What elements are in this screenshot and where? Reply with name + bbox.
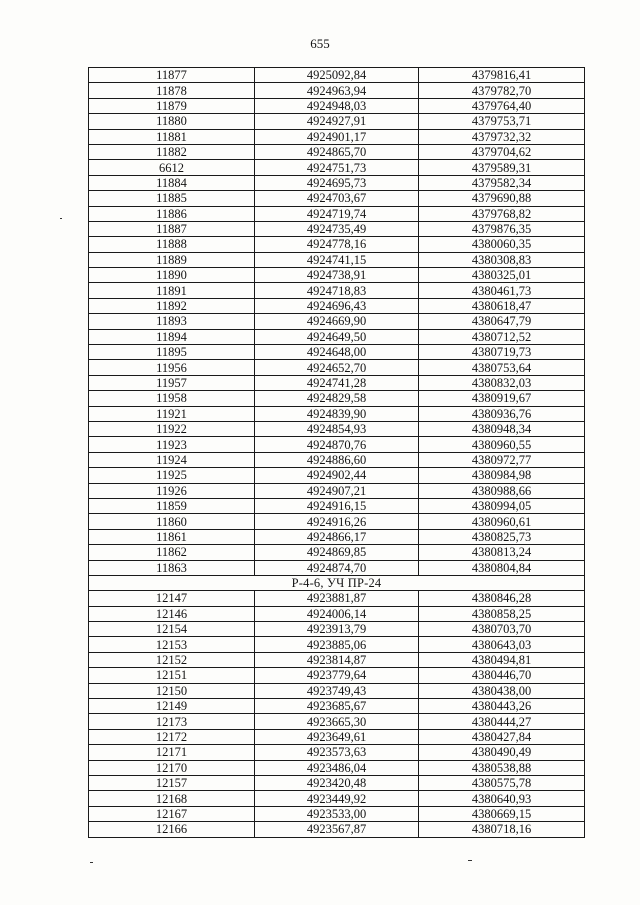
table-row	[89, 191, 585, 206]
point-number-cell: 12166	[89, 822, 255, 837]
table-row	[89, 98, 585, 113]
y-coordinate-cell: 4380325,01	[419, 268, 585, 283]
y-coordinate-cell: 4380703,70	[419, 622, 585, 637]
point-number-cell: 12171	[89, 745, 255, 760]
point-number-cell: 11880	[89, 114, 255, 129]
table-row	[89, 421, 585, 436]
table-row	[89, 83, 585, 98]
table-row	[89, 483, 585, 498]
table-row	[89, 699, 585, 714]
point-number-cell: 12168	[89, 791, 255, 806]
table-row	[89, 452, 585, 467]
x-coordinate-cell: 4923814,87	[255, 652, 419, 667]
point-number-cell: 11958	[89, 391, 255, 406]
point-number-cell: 6612	[89, 160, 255, 175]
table-row	[89, 252, 585, 267]
x-coordinate-cell: 4924719,74	[255, 206, 419, 221]
y-coordinate-cell: 4380461,73	[419, 283, 585, 298]
point-number-cell: 12150	[89, 683, 255, 698]
table-row	[89, 391, 585, 406]
x-coordinate-cell: 4923486,04	[255, 760, 419, 775]
point-number-cell: 12146	[89, 606, 255, 621]
table-row	[89, 114, 585, 129]
table-row	[89, 760, 585, 775]
x-coordinate-cell: 4924735,49	[255, 221, 419, 236]
y-coordinate-cell: 4380647,79	[419, 314, 585, 329]
x-coordinate-cell: 4923913,79	[255, 622, 419, 637]
y-coordinate-cell: 4380804,84	[419, 560, 585, 575]
x-coordinate-cell: 4924865,70	[255, 144, 419, 159]
table-row	[89, 775, 585, 790]
y-coordinate-cell: 4380575,78	[419, 775, 585, 790]
x-coordinate-cell: 4923449,92	[255, 791, 419, 806]
point-number-cell: 12154	[89, 622, 255, 637]
table-row	[89, 283, 585, 298]
table-row	[89, 498, 585, 513]
section-header-row	[89, 575, 585, 590]
point-number-cell: 11879	[89, 98, 255, 113]
x-coordinate-cell: 4924874,70	[255, 560, 419, 575]
point-number-cell: 12172	[89, 729, 255, 744]
x-coordinate-cell: 4924866,17	[255, 529, 419, 544]
x-coordinate-cell: 4924902,44	[255, 468, 419, 483]
table-row	[89, 129, 585, 144]
table-row	[89, 652, 585, 667]
y-coordinate-cell: 4379782,70	[419, 83, 585, 98]
y-coordinate-cell: 4380919,67	[419, 391, 585, 406]
y-coordinate-cell: 4380490,49	[419, 745, 585, 760]
y-coordinate-cell: 4379582,34	[419, 175, 585, 190]
table-row	[89, 591, 585, 606]
table-row	[89, 360, 585, 375]
point-number-cell: 12147	[89, 591, 255, 606]
point-number-cell: 11925	[89, 468, 255, 483]
y-coordinate-cell: 4380060,35	[419, 237, 585, 252]
x-coordinate-cell: 4924901,17	[255, 129, 419, 144]
x-coordinate-cell: 4924839,90	[255, 406, 419, 421]
x-coordinate-cell: 4924869,85	[255, 545, 419, 560]
table-row	[89, 237, 585, 252]
point-number-cell: 11892	[89, 298, 255, 313]
table-row	[89, 529, 585, 544]
table-row	[89, 298, 585, 313]
x-coordinate-cell: 4923685,67	[255, 699, 419, 714]
point-number-cell: 11881	[89, 129, 255, 144]
y-coordinate-cell: 4379690,88	[419, 191, 585, 206]
y-coordinate-cell: 4380960,55	[419, 437, 585, 452]
y-coordinate-cell: 4379768,82	[419, 206, 585, 221]
table-row	[89, 468, 585, 483]
table-row	[89, 437, 585, 452]
y-coordinate-cell: 4379816,41	[419, 68, 585, 83]
y-coordinate-cell: 4380858,25	[419, 606, 585, 621]
x-coordinate-cell: 4923573,63	[255, 745, 419, 760]
x-coordinate-cell: 4924649,50	[255, 329, 419, 344]
y-coordinate-cell: 4380813,24	[419, 545, 585, 560]
y-coordinate-cell: 4380427,84	[419, 729, 585, 744]
x-coordinate-cell: 4924718,83	[255, 283, 419, 298]
x-coordinate-cell: 4924703,67	[255, 191, 419, 206]
y-coordinate-cell: 4379732,32	[419, 129, 585, 144]
x-coordinate-cell: 4924854,93	[255, 421, 419, 436]
point-number-cell: 11877	[89, 68, 255, 83]
x-coordinate-cell: 4923649,61	[255, 729, 419, 744]
point-number-cell: 11859	[89, 498, 255, 513]
y-coordinate-cell: 4379753,71	[419, 114, 585, 129]
point-number-cell: 11894	[89, 329, 255, 344]
table-row	[89, 622, 585, 637]
table-row	[89, 68, 585, 83]
point-number-cell: 12153	[89, 637, 255, 652]
point-number-cell: 11889	[89, 252, 255, 267]
table-row	[89, 206, 585, 221]
point-number-cell: 11890	[89, 268, 255, 283]
table-row	[89, 329, 585, 344]
y-coordinate-cell: 4379764,40	[419, 98, 585, 113]
y-coordinate-cell: 4380984,98	[419, 468, 585, 483]
x-coordinate-cell: 4924927,91	[255, 114, 419, 129]
point-number-cell: 11956	[89, 360, 255, 375]
x-coordinate-cell: 4924907,21	[255, 483, 419, 498]
point-number-cell: 12167	[89, 806, 255, 821]
table-row	[89, 268, 585, 283]
point-number-cell: 11861	[89, 529, 255, 544]
x-coordinate-cell: 4924741,28	[255, 375, 419, 390]
y-coordinate-cell: 4380494,81	[419, 652, 585, 667]
table-row	[89, 175, 585, 190]
x-coordinate-cell: 4923420,48	[255, 775, 419, 790]
y-coordinate-cell: 4380443,26	[419, 699, 585, 714]
table-row	[89, 637, 585, 652]
table-row	[89, 714, 585, 729]
point-number-cell: 11957	[89, 375, 255, 390]
point-number-cell: 11887	[89, 221, 255, 236]
table-row	[89, 668, 585, 683]
x-coordinate-cell: 4924006,14	[255, 606, 419, 621]
point-number-cell: 11926	[89, 483, 255, 498]
point-number-cell: 12170	[89, 760, 255, 775]
table-row	[89, 514, 585, 529]
x-coordinate-cell: 4924829,58	[255, 391, 419, 406]
y-coordinate-cell: 4380712,52	[419, 329, 585, 344]
y-coordinate-cell: 4380640,93	[419, 791, 585, 806]
x-coordinate-cell: 4924916,15	[255, 498, 419, 513]
point-number-cell: 11860	[89, 514, 255, 529]
y-coordinate-cell: 4380446,70	[419, 668, 585, 683]
table-row	[89, 560, 585, 575]
point-number-cell: 11878	[89, 83, 255, 98]
point-number-cell: 11893	[89, 314, 255, 329]
table-row	[89, 345, 585, 360]
x-coordinate-cell: 4924648,00	[255, 345, 419, 360]
y-coordinate-cell: 4380719,73	[419, 345, 585, 360]
x-coordinate-cell: 4924751,73	[255, 160, 419, 175]
y-coordinate-cell: 4380308,83	[419, 252, 585, 267]
y-coordinate-cell: 4380643,03	[419, 637, 585, 652]
scan-speck	[60, 218, 62, 219]
table-row	[89, 545, 585, 560]
x-coordinate-cell: 4924886,60	[255, 452, 419, 467]
x-coordinate-cell: 4925092,84	[255, 68, 419, 83]
y-coordinate-cell: 4380618,47	[419, 298, 585, 313]
scan-speck	[468, 860, 472, 861]
y-coordinate-cell: 4380846,28	[419, 591, 585, 606]
y-coordinate-cell: 4380538,88	[419, 760, 585, 775]
y-coordinate-cell: 4379589,31	[419, 160, 585, 175]
y-coordinate-cell: 4380936,76	[419, 406, 585, 421]
point-number-cell: 11884	[89, 175, 255, 190]
table-row	[89, 745, 585, 760]
y-coordinate-cell: 4380994,05	[419, 498, 585, 513]
y-coordinate-cell: 4380948,34	[419, 421, 585, 436]
point-number-cell: 12149	[89, 699, 255, 714]
y-coordinate-cell: 4380832,03	[419, 375, 585, 390]
table-row	[89, 822, 585, 837]
x-coordinate-cell: 4924870,76	[255, 437, 419, 452]
point-number-cell: 12157	[89, 775, 255, 790]
point-number-cell: 12152	[89, 652, 255, 667]
y-coordinate-cell: 4379876,35	[419, 221, 585, 236]
x-coordinate-cell: 4923779,64	[255, 668, 419, 683]
point-number-cell: 11886	[89, 206, 255, 221]
y-coordinate-cell: 4380669,15	[419, 806, 585, 821]
y-coordinate-cell: 4380960,61	[419, 514, 585, 529]
table-row	[89, 683, 585, 698]
point-number-cell: 12173	[89, 714, 255, 729]
x-coordinate-cell: 4924741,15	[255, 252, 419, 267]
y-coordinate-cell: 4379704,62	[419, 144, 585, 159]
point-number-cell: 11921	[89, 406, 255, 421]
point-number-cell: 11923	[89, 437, 255, 452]
point-number-cell: 11885	[89, 191, 255, 206]
section-title: Р-4-6, УЧ ПР-24	[89, 575, 585, 590]
point-number-cell: 11888	[89, 237, 255, 252]
x-coordinate-cell: 4924948,03	[255, 98, 419, 113]
table-row	[89, 314, 585, 329]
x-coordinate-cell: 4923567,87	[255, 822, 419, 837]
table-row	[89, 606, 585, 621]
coordinates-table-body	[89, 68, 585, 838]
x-coordinate-cell: 4923881,87	[255, 591, 419, 606]
y-coordinate-cell: 4380825,73	[419, 529, 585, 544]
page-number: 655	[310, 36, 330, 51]
y-coordinate-cell: 4380718,16	[419, 822, 585, 837]
point-number-cell: 11882	[89, 144, 255, 159]
y-coordinate-cell: 4380972,77	[419, 452, 585, 467]
x-coordinate-cell: 4924738,91	[255, 268, 419, 283]
y-coordinate-cell: 4380753,64	[419, 360, 585, 375]
table-row	[89, 221, 585, 236]
scan-speck	[90, 862, 93, 863]
table-row	[89, 375, 585, 390]
table-row	[89, 406, 585, 421]
coordinates-table	[88, 67, 585, 838]
x-coordinate-cell: 4924669,90	[255, 314, 419, 329]
point-number-cell: 11862	[89, 545, 255, 560]
y-coordinate-cell: 4380988,66	[419, 483, 585, 498]
x-coordinate-cell: 4923665,30	[255, 714, 419, 729]
x-coordinate-cell: 4923885,06	[255, 637, 419, 652]
x-coordinate-cell: 4924963,94	[255, 83, 419, 98]
x-coordinate-cell: 4923749,43	[255, 683, 419, 698]
x-coordinate-cell: 4924916,26	[255, 514, 419, 529]
y-coordinate-cell: 4380438,00	[419, 683, 585, 698]
x-coordinate-cell: 4924695,73	[255, 175, 419, 190]
point-number-cell: 11924	[89, 452, 255, 467]
point-number-cell: 11891	[89, 283, 255, 298]
table-row	[89, 160, 585, 175]
point-number-cell: 11895	[89, 345, 255, 360]
table-row	[89, 791, 585, 806]
table-row	[89, 729, 585, 744]
x-coordinate-cell: 4924778,16	[255, 237, 419, 252]
point-number-cell: 11922	[89, 421, 255, 436]
point-number-cell: 11863	[89, 560, 255, 575]
table-row	[89, 144, 585, 159]
x-coordinate-cell: 4924696,43	[255, 298, 419, 313]
x-coordinate-cell: 4923533,00	[255, 806, 419, 821]
point-number-cell: 12151	[89, 668, 255, 683]
y-coordinate-cell: 4380444,27	[419, 714, 585, 729]
x-coordinate-cell: 4924652,70	[255, 360, 419, 375]
table-row	[89, 806, 585, 821]
